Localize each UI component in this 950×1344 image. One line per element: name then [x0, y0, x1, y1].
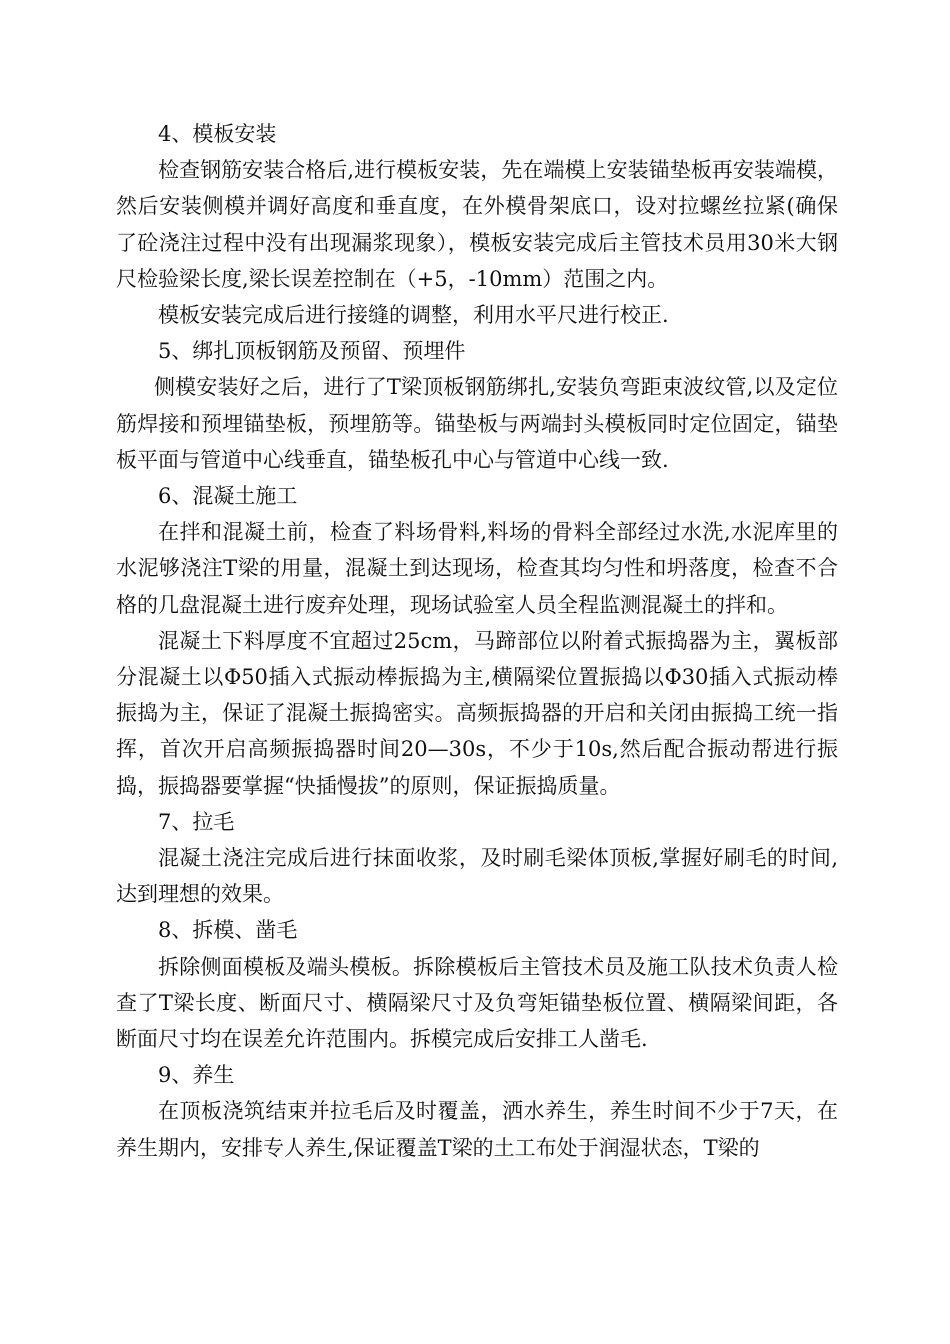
section-heading: 9、养生 — [158, 1063, 235, 1088]
paragraph: 在顶板浇筑结束并拉毛后及时覆盖，洒水养生，养生时间不少于7天，在养生期内，安排专人养生,保证覆盖T梁的土工布处于润湿状态，T梁的 — [116, 1099, 838, 1160]
paragraph: 检查钢筋安装合格后,进行模板安装，先在端模上安装锚垫板再安装端模，然后安装侧模并调好高度和垂直度，在外模骨架底口，设对拉螺丝拉紧(确保了砼浇注过程中没有出现漏浆现象），模板安装完成后主管技术员用30米大钢尺检验梁长度,梁长误差控制在（+5，-10mm）范围之内。 — [116, 158, 838, 291]
section-5 — [116, 333, 838, 478]
paragraph: 侧模安装好之后，进行了T梁顶板钢筋绑扎,安装负弯距束波纹管,以及定位筋焊接和预埋锚垫板，预埋筋等。锚垫板与两端封头模板同时定位固定，锚垫板平面与管道中心线垂直，锚垫板孔中心与管道中心线一致. — [116, 375, 838, 472]
section-heading: 7、拉毛 — [158, 809, 235, 834]
paragraph: 在拌和混凝土前，检查了料场骨料,料场的骨料全部经过水洗,水泥库里的水泥够浇注T梁的用量，混凝土到达现场，检查其均匀性和坍落度，检查不合格的几盘混凝土进行废弃处理，现场试验室人员全程监测混凝土的拌和。 — [116, 520, 838, 617]
section-6 — [116, 478, 838, 804]
section-8 — [116, 912, 838, 1057]
paragraph: 混凝土下料厚度不宜超过25cm，马蹄部位以附着式振捣器为主，翼板部分混凝土以Φ50插入式振动棒振捣为主,横隔梁位置振捣以Φ30插入式振动棒振捣为主，保证了混凝土振捣密实。高频振捣器的开启和关闭由振捣工统一指挥，首次开启高频振捣器时间20—30s，不少于10s,然后配合振动帮进行振捣，振捣器要掌握“快插慢拔”的原则，保证振捣质量。 — [116, 628, 838, 798]
section-heading: 6、混凝土施工 — [158, 484, 298, 509]
section-heading: 5、绑扎顶板钢筋及预留、预埋件 — [158, 339, 466, 364]
paragraph: 混凝土浇注完成后进行抹面收浆，及时刷毛梁体顶板,掌握好刷毛的时间,达到理想的效果。 — [116, 846, 838, 907]
document-page — [116, 116, 838, 1166]
paragraph: 拆除侧面模板及端头模板。拆除模板后主管技术员及施工队技术负责人检查了T梁长度、断面尺寸、横隔梁尺寸及负弯矩锚垫板位置、横隔梁间距，各断面尺寸均在误差允许范围内。拆模完成后安排工人凿毛. — [116, 954, 838, 1052]
section-9 — [116, 1057, 838, 1166]
paragraph: 模板安装完成后进行接缝的调整，利用水平尺进行校正. — [158, 303, 669, 328]
section-heading: 8、拆模、凿毛 — [158, 918, 298, 943]
section-heading: 4、模板安装 — [158, 122, 277, 146]
section-4 — [116, 116, 838, 333]
section-7 — [116, 804, 838, 913]
